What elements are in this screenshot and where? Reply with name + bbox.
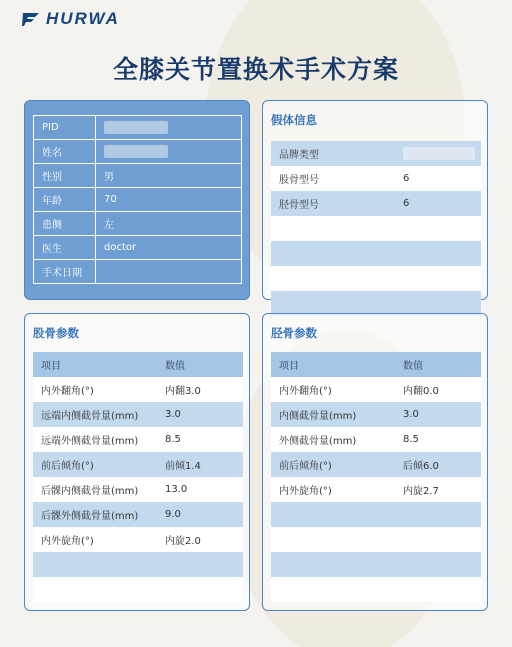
param-value: 内旋2.0	[157, 527, 243, 552]
table-row	[271, 216, 481, 241]
param-label	[271, 552, 395, 577]
patient-info-card	[24, 100, 250, 300]
field-value	[395, 266, 481, 291]
field-label	[271, 216, 395, 241]
param-value	[157, 552, 243, 577]
prosthesis-table	[271, 141, 481, 316]
table-row	[34, 164, 242, 188]
field-value: 70	[96, 188, 242, 212]
field-value: 6	[395, 166, 481, 191]
table-row	[33, 577, 243, 602]
table-row	[271, 527, 481, 552]
field-value	[96, 260, 242, 284]
prosthesis-title: 假体信息	[271, 113, 317, 127]
param-label: 内外翻角(°)	[33, 377, 157, 402]
table-row	[271, 141, 481, 166]
field-label: 姓名	[34, 140, 96, 164]
table-row	[33, 527, 243, 552]
table-row	[34, 260, 242, 284]
param-label: 后髁内侧截骨量(mm)	[33, 477, 157, 502]
param-label: 后髁外侧截骨量(mm)	[33, 502, 157, 527]
param-value: 13.0	[157, 477, 243, 502]
param-value: 8.5	[395, 427, 481, 452]
column-header-item: 项目	[271, 352, 395, 377]
param-value	[157, 577, 243, 602]
param-label: 内侧截骨量(mm)	[271, 402, 395, 427]
field-value	[395, 216, 481, 241]
param-value: 后倾6.0	[395, 452, 481, 477]
table-row	[34, 236, 242, 260]
param-label	[271, 527, 395, 552]
param-label	[33, 577, 157, 602]
femur-table	[33, 352, 243, 602]
param-value	[395, 527, 481, 552]
param-label: 远端内侧截骨量(mm)	[33, 402, 157, 427]
param-label	[33, 552, 157, 577]
field-label	[271, 266, 395, 291]
table-row	[34, 140, 242, 164]
table-row	[34, 116, 242, 140]
field-label: 患侧	[34, 212, 96, 236]
table-row	[271, 477, 481, 502]
table-row	[33, 377, 243, 402]
table-row	[33, 477, 243, 502]
table-row	[271, 266, 481, 291]
field-value	[395, 241, 481, 266]
param-value	[395, 577, 481, 602]
table-header-row	[33, 352, 243, 377]
column-header-value: 数值	[395, 352, 481, 377]
tibia-card	[262, 313, 488, 611]
femur-title: 股骨参数	[33, 326, 79, 340]
param-value: 内旋2.7	[395, 477, 481, 502]
table-row	[271, 427, 481, 452]
field-value: 6	[395, 191, 481, 216]
table-row	[34, 212, 242, 236]
table-row	[271, 402, 481, 427]
table-row	[271, 166, 481, 191]
field-value	[96, 116, 242, 140]
column-header-value: 数值	[157, 352, 243, 377]
param-value: 3.0	[395, 402, 481, 427]
param-value: 8.5	[157, 427, 243, 452]
field-value: 左	[96, 212, 242, 236]
table-row	[33, 427, 243, 452]
table-row	[33, 452, 243, 477]
table-row	[271, 377, 481, 402]
field-label: 医生	[34, 236, 96, 260]
field-value: 男	[96, 164, 242, 188]
field-value: doctor	[96, 236, 242, 260]
redacted-value	[104, 121, 168, 134]
field-value	[96, 140, 242, 164]
param-value: 内翻3.0	[157, 377, 243, 402]
table-header-row	[271, 352, 481, 377]
field-label: 品牌类型	[271, 141, 395, 166]
table-row	[271, 577, 481, 602]
param-label: 外侧截骨量(mm)	[271, 427, 395, 452]
table-row	[33, 552, 243, 577]
femur-card	[24, 313, 250, 611]
param-label: 内外旋角(°)	[33, 527, 157, 552]
field-value	[395, 141, 481, 166]
brand-name: HURWA	[46, 9, 120, 28]
param-value: 9.0	[157, 502, 243, 527]
param-label: 前后倾角(°)	[33, 452, 157, 477]
param-value	[395, 502, 481, 527]
param-label: 前后倾角(°)	[271, 452, 395, 477]
field-label: 年龄	[34, 188, 96, 212]
param-value: 3.0	[157, 402, 243, 427]
table-row	[271, 241, 481, 266]
table-row	[271, 191, 481, 216]
field-label: 性别	[34, 164, 96, 188]
table-row	[271, 452, 481, 477]
field-label: 股骨型号	[271, 166, 395, 191]
field-label: 胫骨型号	[271, 191, 395, 216]
param-label	[271, 577, 395, 602]
page-title: 全膝关节置换术手术方案	[112, 55, 399, 84]
hurwa-logo-icon	[22, 11, 40, 27]
field-label: PID	[34, 116, 96, 140]
table-row	[271, 502, 481, 527]
redacted-value	[104, 145, 168, 158]
param-label: 内外旋角(°)	[271, 477, 395, 502]
table-row	[33, 402, 243, 427]
table-row	[34, 188, 242, 212]
table-row	[271, 552, 481, 577]
column-header-item: 项目	[33, 352, 157, 377]
prosthesis-card	[262, 100, 488, 300]
param-label: 远端外侧截骨量(mm)	[33, 427, 157, 452]
field-label	[271, 241, 395, 266]
param-value	[395, 552, 481, 577]
tibia-title: 胫骨参数	[271, 326, 317, 340]
param-value: 内翻0.0	[395, 377, 481, 402]
param-label	[271, 502, 395, 527]
param-label: 内外翻角(°)	[271, 377, 395, 402]
field-label: 手术日期	[34, 260, 96, 284]
table-row	[33, 502, 243, 527]
logo	[22, 9, 120, 29]
patient-info-table	[33, 115, 242, 284]
tibia-table	[271, 352, 481, 602]
redacted-value	[403, 147, 475, 160]
param-value: 前倾1.4	[157, 452, 243, 477]
